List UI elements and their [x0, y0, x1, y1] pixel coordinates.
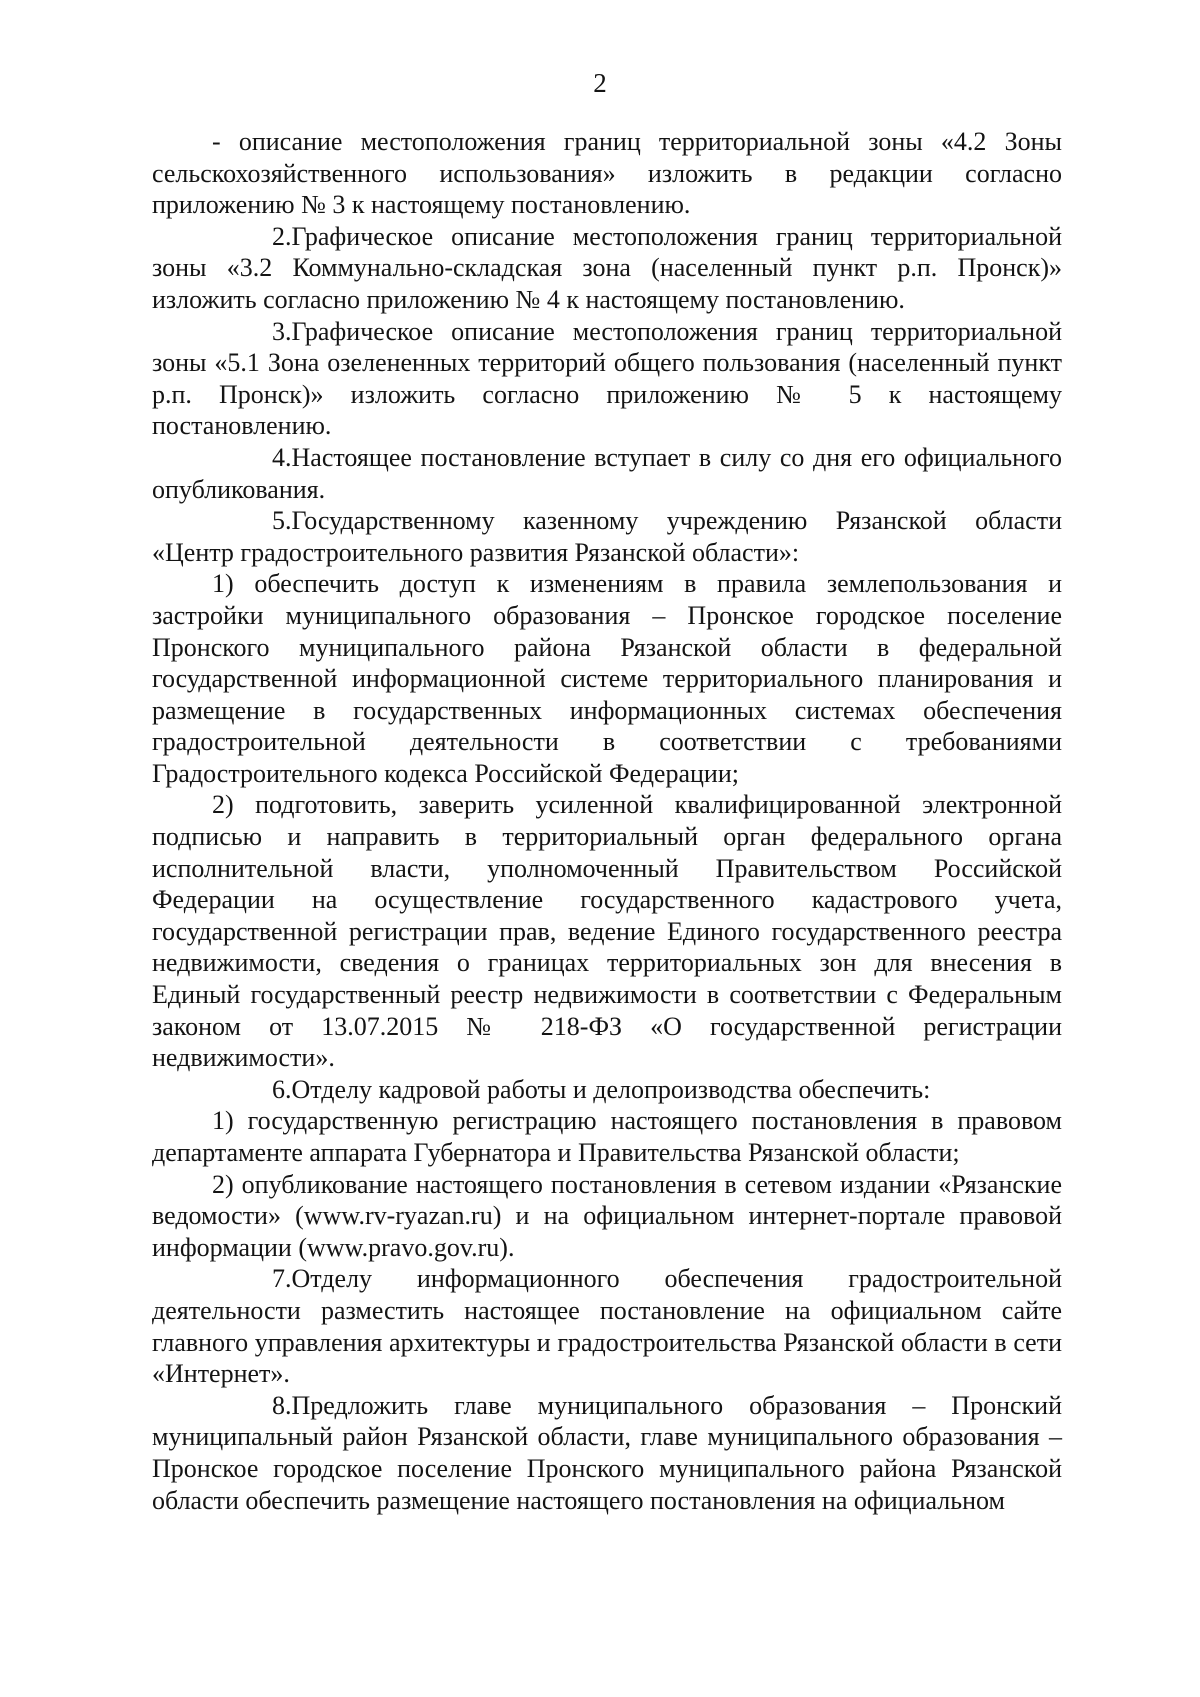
paragraph-number: 5. [272, 506, 292, 536]
paragraph-text: Государственному казенному учреждению Рязанской области «Центр градостроительного развития Рязанской области»: [152, 506, 1062, 567]
paragraph-text: Отделу кадровой работы и делопроизводства обеспечить: [291, 1074, 931, 1104]
paragraph-item-6-1 [152, 1105, 1062, 1168]
paragraph-item-7 [152, 1263, 1062, 1389]
paragraph-item-3 [152, 316, 1062, 442]
paragraph-item-4 [152, 442, 1062, 505]
document-body [152, 126, 1062, 1516]
paragraph-text: Отделу информационного обеспечения градостроительной деятельности разместить настоящее постановление на официальном сайте главного управления архитектуры и градостроительства Рязанской области в сети «Интернет». [152, 1264, 1062, 1389]
paragraph-text: Предложить главе муниципального образования – Пронский муниципальный район Рязанской области, главе муниципального образования – Пронское городское поселение Пронского муниципального района Рязанской области обеспечить размещение настоящего постановления на официальном [152, 1390, 1062, 1515]
paragraph-number: 8. [272, 1390, 292, 1420]
paragraph-item-5-2 [152, 789, 1062, 1073]
paragraph-number: 6. [272, 1074, 292, 1104]
paragraph-text: Настоящее постановление вступает в силу со дня его официального опубликования. [152, 442, 1062, 504]
paragraph-text: 2) опубликование настоящего постановления в сетевом издании «Рязанские ведомости» (www.rv-ryazan.ru) и на официальном интернет-портале правовой информации (www.pravo.gov.ru). [152, 1169, 1062, 1262]
paragraph-zone-4-2 [152, 126, 1062, 221]
paragraph-text: 1) государственную регистрацию настоящего постановления в правовом департаменте аппарата Губернатора и Правительства Рязанской области; [152, 1106, 1062, 1167]
paragraph-item-2 [152, 221, 1062, 316]
paragraph-item-5 [152, 505, 1062, 568]
paragraph-text: - описание местоположения границ территориальной зоны «4.2 Зоны сельскохозяйственного использования» изложить в редакции согласно приложению № 3 к настоящему постановлению. [152, 127, 1062, 220]
paragraph-item-5-1 [152, 568, 1062, 789]
paragraph-text: Графическое описание местоположения границ территориальной зоны «5.1 Зона озелененных территорий общего пользования (населенный пункт р.п. Пронск)» изложить согласно приложению № 5 к настоящему постановлению. [152, 316, 1062, 441]
paragraph-number: 2. [272, 221, 292, 251]
paragraph-number: 3. [272, 316, 292, 346]
paragraph-item-6 [152, 1074, 1062, 1106]
paragraph-text: Графическое описание местоположения границ территориальной зоны «3.2 Коммунально-складская зона (населенный пункт р.п. Пронск)» изложить согласно приложению № 4 к настоящему постановлению. [152, 221, 1062, 314]
paragraph-item-8 [152, 1390, 1062, 1516]
page-number: 2 [593, 68, 607, 98]
paragraph-item-6-2 [152, 1169, 1062, 1264]
paragraph-number: 4. [272, 442, 292, 472]
paragraph-text: 2) подготовить, заверить усиленной квалифицированной электронной подписью и направить в территориальный орган федерального органа исполнительной власти, уполномоченный Правительством Российской Федерации на осуществление государственного кадастрового учета, государственной регистрации прав, ведение Единого государственного реестра недвижимости, сведения о границах территориальных зон для внесения в Единый государственный реестр недвижимости в соответствии с Федеральным законом от 13.07.2015 № 218-ФЗ «О государственной регистрации недвижимости». [152, 790, 1062, 1073]
paragraph-text: 1) обеспечить доступ к изменениям в правила землепользования и застройки муниципального образования – Пронское городское поселение Пронского муниципального района Рязанской области в федеральной государственной информационной системе территориального планирования и размещение в государственных информационных системах обеспечения градостроительной деятельности в соответствии с требованиями Градостроительного кодекса Российской Федерации; [152, 569, 1062, 788]
paragraph-number: 7. [272, 1264, 292, 1294]
